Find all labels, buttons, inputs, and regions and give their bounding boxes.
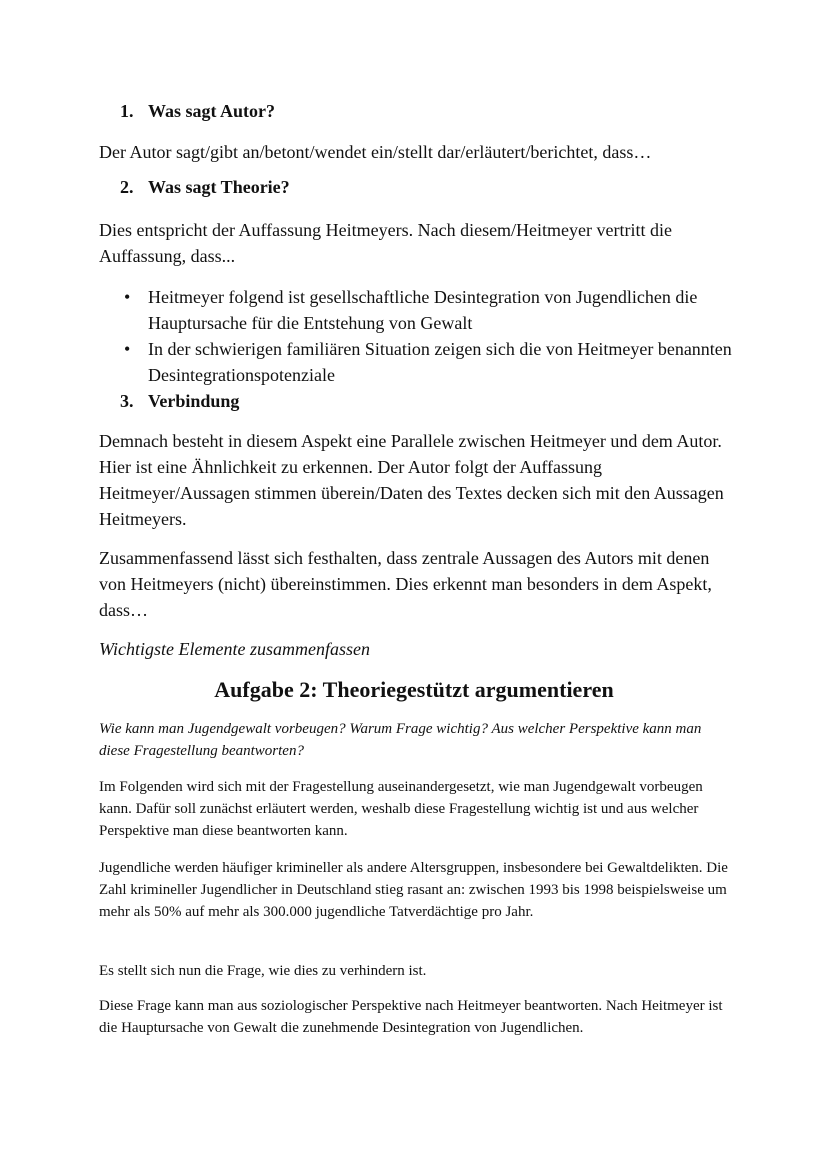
italic-note: Wichtigste Elemente zusammenfassen — [99, 639, 370, 659]
italic-questions: Wie kann man Jugendgewalt vorbeugen? Warum Frage wichtig? Aus welcher Perspektive kann man diese Fragestellung beantworten? — [99, 721, 702, 759]
paragraph-theory: Dies entspricht der Auffassung Heitmeyers. Nach diesem/Heitmeyer vertritt die Auffassung, dass... — [99, 220, 672, 266]
section-title: Aufgabe 2: Theoriegestützt argumentieren — [214, 677, 614, 702]
paragraph-statistics: Jugendliche werden häufiger krimineller als andere Altersgruppen, insbesondere bei Gewaltdelikten. Die Zahl krimineller Jugendlicher in Deutschland stieg rasant an: zwischen 1993 bis 1998 beispielsweise um mehr als 50% auf mehr als 300.000 jugendliche Tatverdächtige pro Jahr. — [99, 860, 728, 920]
paragraph-intro: Im Folgenden wird sich mit der Fragestellung auseinandergesetzt, wie man Jugendgewalt vorbeugen kann. Dafür soll zunächst erläutert werden, weshalb diese Fragestellung wichtig ist und aus welcher Perspektive man diese beantworten kann. — [99, 779, 703, 839]
heading-1 — [120, 101, 275, 122]
paragraph-summary: Zusammenfassend lässt sich festhalten, dass zentrale Aussagen des Autors mit denen von Heitmeyers (nicht) übereinstimmen. Dies erkennt man besonders in dem Aspekt, dass… — [99, 548, 712, 620]
bullet-item — [122, 284, 732, 336]
paragraph-perspective: Diese Frage kann man aus soziologischer Perspektive nach Heitmeyer beantworten. Nach Heitmeyer ist die Hauptursache von Gewalt die zunehmende Desintegration von Jugendlichen. — [99, 998, 723, 1036]
bullet-list — [122, 284, 732, 388]
bullet-item — [122, 336, 732, 388]
heading-2 — [120, 177, 290, 198]
heading-3-number: 3. — [120, 391, 134, 411]
heading-1-text: Was sagt Autor? — [148, 101, 276, 121]
paragraph-connection: Demnach besteht in diesem Aspekt eine Parallele zwischen Heitmeyer und dem Autor. Hier ist eine Ähnlichkeit zu erkennen. Der Autor folgt der Auffassung Heitmeyer/Aussagen stimmen überein/Daten des Textes decken sich mit den Aussagen Heitmeyers. — [99, 431, 724, 529]
bullet-text: In der schwierigen familiären Situation zeigen sich die von Heitmeyer benannten Desintegrationspotenziale — [148, 339, 732, 385]
bullet-text: Heitmeyer folgend ist gesellschaftliche Desintegration von Jugendlichen die Hauptursache für die Entstehung von Gewalt — [148, 287, 698, 333]
paragraph-author: Der Autor sagt/gibt an/betont/wendet ein/stellt dar/erläutert/berichtet, dass… — [99, 142, 652, 162]
paragraph-question: Es stellt sich nun die Frage, wie dies zu verhindern ist. — [99, 963, 427, 979]
heading-3 — [120, 391, 239, 412]
heading-2-text: Was sagt Theorie? — [148, 177, 290, 197]
heading-3-text: Verbindung — [148, 391, 240, 411]
bullet-icon: • — [124, 339, 131, 359]
bullet-icon: • — [124, 287, 131, 307]
heading-1-number: 1. — [120, 101, 134, 121]
heading-2-number: 2. — [120, 177, 134, 197]
